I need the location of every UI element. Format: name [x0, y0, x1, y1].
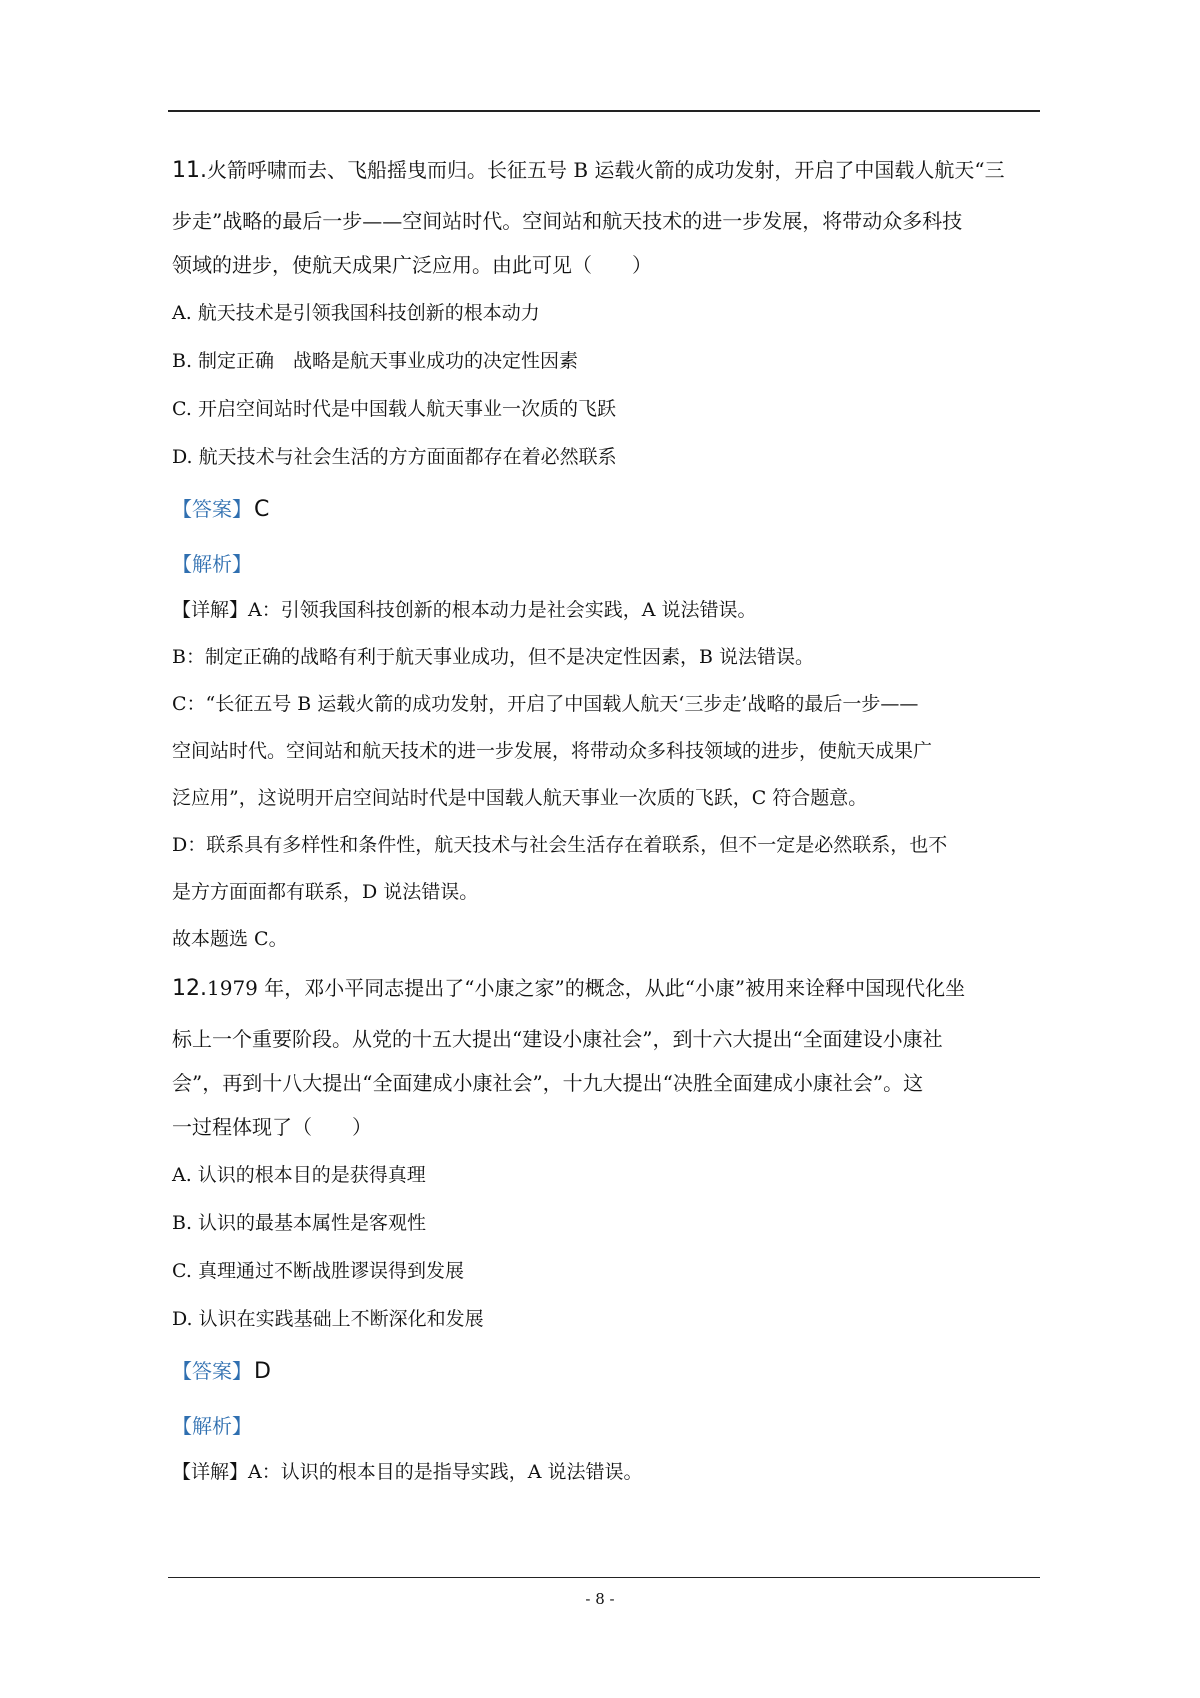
- q11-explanation-a: [172, 596, 1040, 624]
- q11-conclusion: 故本题选 C。: [172, 928, 288, 950]
- q12-analysis: [172, 1412, 1040, 1440]
- q11-explanation-c-2: 空间站时代。空间站和航天技术的进一步发展，将带动众多科技领域的进步，使航天成果广: [172, 740, 933, 762]
- q12-answer-label: 【答案】: [172, 1359, 252, 1383]
- q11-explanation-a-text: A：引领我国科技创新的根本动力是社会实践，A 说法错误。: [248, 599, 757, 621]
- header-rule: [168, 110, 1040, 112]
- q11-answer: [172, 495, 1040, 524]
- q12-option-d: D. 认识在实践基础上不断深化和发展: [172, 1308, 484, 1330]
- question-12: [172, 974, 1040, 1486]
- q11-answer-label: 【答案】: [172, 497, 252, 521]
- q11-stem-line-2: 步走”战略的最后一步——空间站时代。空间站和航天技术的进一步发展，将带动众多科技: [172, 209, 963, 233]
- question-11: [172, 156, 1040, 953]
- q11-stem-line-1: [172, 156, 1040, 185]
- q12-detail-label: 【详解】: [172, 1461, 249, 1483]
- q11-number: 11.: [172, 158, 207, 183]
- q12-number: 12.: [172, 976, 207, 1001]
- footer-rule: [168, 1577, 1040, 1578]
- q12-stem-line-4: 一过程体现了（ ）: [172, 1115, 372, 1139]
- q11-answer-value: C: [254, 497, 270, 522]
- q12-option-a: A. 认识的根本目的是获得真理: [172, 1164, 426, 1186]
- q11-explanation-d-2: 是方方面面都有联系，D 说法错误。: [172, 881, 479, 903]
- q11-explanation-c-1: C：“长征五号 B 运载火箭的成功发射，开启了中国载人航天‘三步走’战略的最后一步——: [172, 693, 919, 715]
- q12-explanation-a-text: A：认识的根本目的是指导实践，A 说法错误。: [248, 1461, 643, 1483]
- q12-answer: [172, 1357, 1040, 1386]
- q11-option-b: B. 制定正确 战略是航天事业成功的决定性因素: [172, 350, 579, 372]
- q11-explanation-c-3: 泛应用”，这说明开启空间站时代是中国载人航天事业一次质的飞跃，C 符合题意。: [172, 787, 868, 809]
- q11-option-c: C. 开启空间站时代是中国载人航天事业一次质的飞跃: [172, 398, 616, 420]
- q11-explanation-b: B：制定正确的战略有利于航天事业成功，但不是决定性因素，B 说法错误。: [172, 646, 814, 668]
- q12-answer-value: D: [254, 1359, 271, 1384]
- q11-explanation-d-1: D：联系具有多样性和条件性，航天技术与社会生活存在着联系，但不一定是必然联系，也不: [172, 834, 948, 856]
- q11-stem-text-1: 火箭呼啸而去、飞船摇曳而归。长征五号 B 运载火箭的成功发射，开启了中国载人航天“三: [207, 158, 1005, 182]
- q12-stem-line-1: [172, 974, 1040, 1003]
- document-body: [172, 156, 1040, 1486]
- q12-stem-line-2: 标上一个重要阶段。从党的十五大提出“建设小康社会”，到十六大提出“全面建设小康社: [172, 1027, 943, 1051]
- q11-detail-label: 【详解】: [172, 599, 249, 621]
- q11-stem-line-3: 领域的进步，使航天成果广泛应用。由此可见（ ）: [172, 253, 652, 277]
- q12-explanation-a: [172, 1458, 1040, 1486]
- q11-analysis: [172, 550, 1040, 578]
- page-number: - 8 -: [585, 1590, 615, 1608]
- q12-option-c: C. 真理通过不断战胜谬误得到发展: [172, 1260, 464, 1282]
- q11-option-d: D. 航天技术与社会生活的方方面面都存在着必然联系: [172, 446, 617, 468]
- q12-stem-text-1: 1979 年，邓小平同志提出了“小康之家”的概念，从此“小康”被用来诠释中国现代化坐: [207, 976, 966, 1000]
- q11-analysis-label: 【解析】: [172, 552, 252, 576]
- q11-option-a: A. 航天技术是引领我国科技创新的根本动力: [172, 302, 540, 324]
- q12-stem-line-3: 会”，再到十八大提出“全面建成小康社会”，十九大提出“决胜全面建成小康社会”。这: [172, 1071, 924, 1095]
- q12-option-b: B. 认识的最基本属性是客观性: [172, 1212, 427, 1234]
- q12-analysis-label: 【解析】: [172, 1414, 252, 1438]
